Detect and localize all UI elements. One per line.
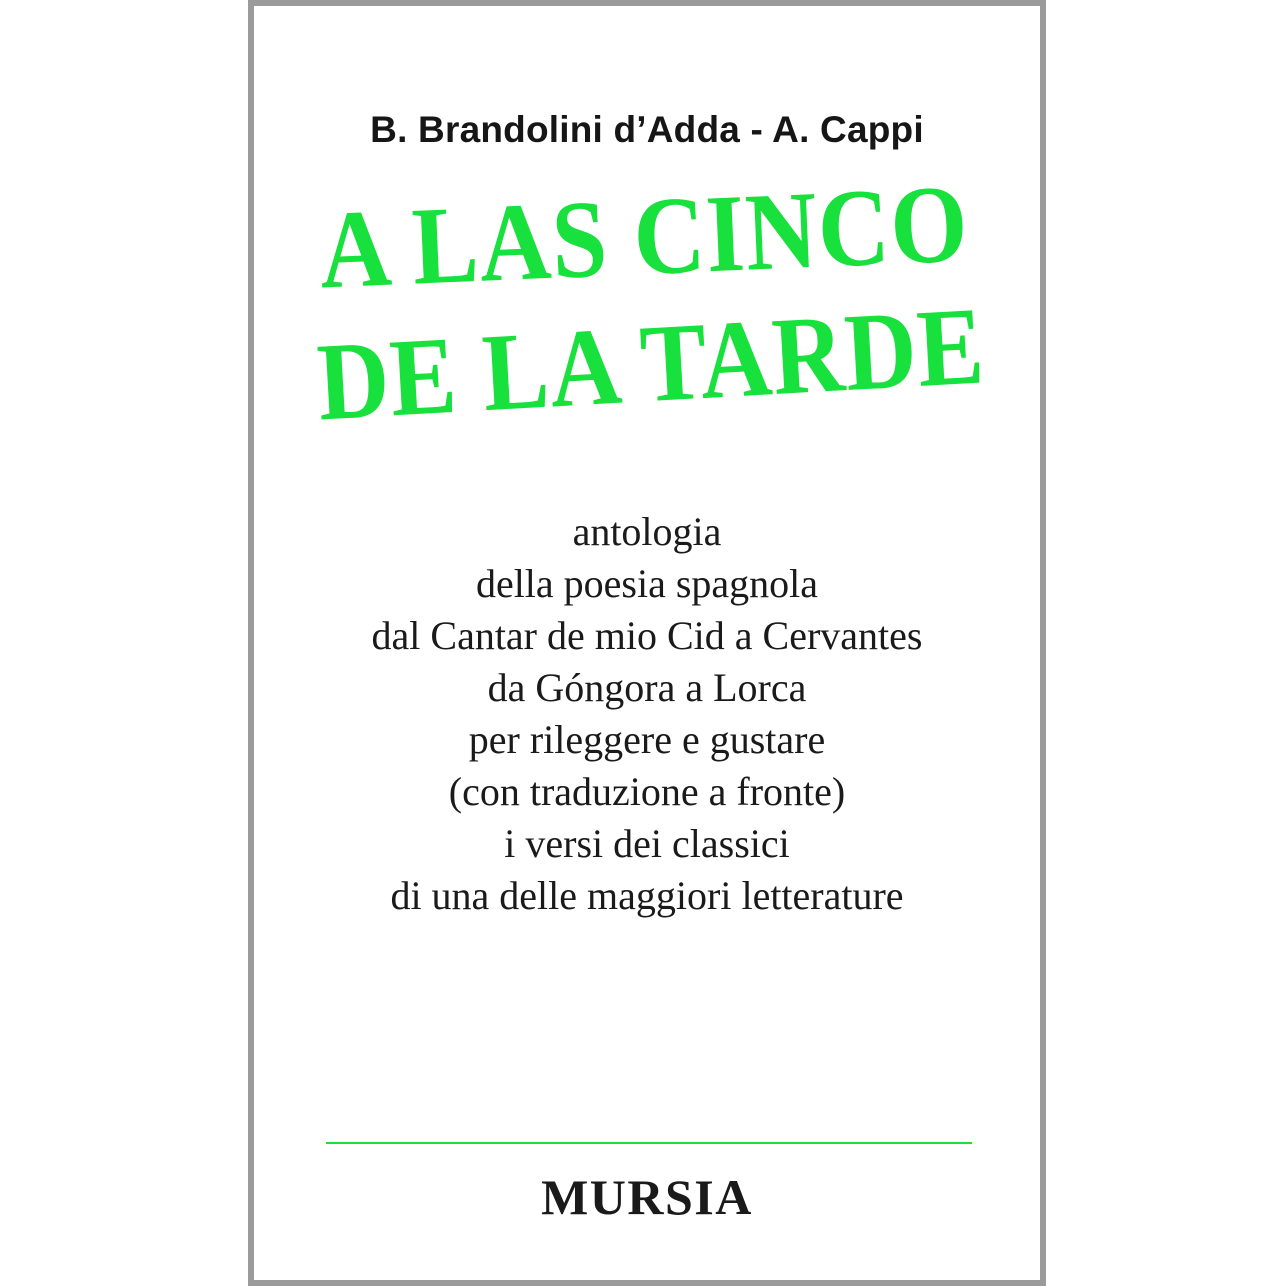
title-line-2: DE LA TARDE [314, 284, 988, 445]
cover-page [254, 6, 1040, 1280]
subtitle-line: per rileggere e gustare [468, 717, 826, 762]
subtitle-line: antologia [572, 509, 722, 554]
subtitle-line: della poesia spagnola [475, 561, 819, 606]
subtitle-line: da Góngora a Lorca [487, 665, 807, 710]
title-line-1: A LAS CINCO [317, 162, 971, 313]
subtitle-block [254, 506, 1040, 922]
subtitle-line: i versi dei classici [504, 821, 790, 866]
publisher-divider [326, 1142, 972, 1144]
book-title [254, 162, 1040, 445]
subtitle-line: (con traduzione a fronte) [448, 769, 846, 814]
subtitle-line: dal Cantar de mio Cid a Cervantes [371, 613, 923, 658]
authors-line: B. Brandolini d’Adda - A. Cappi [370, 109, 924, 150]
subtitle-line: di una delle maggiori letterature [390, 873, 904, 918]
publisher-name: MURSIA [541, 1169, 753, 1225]
